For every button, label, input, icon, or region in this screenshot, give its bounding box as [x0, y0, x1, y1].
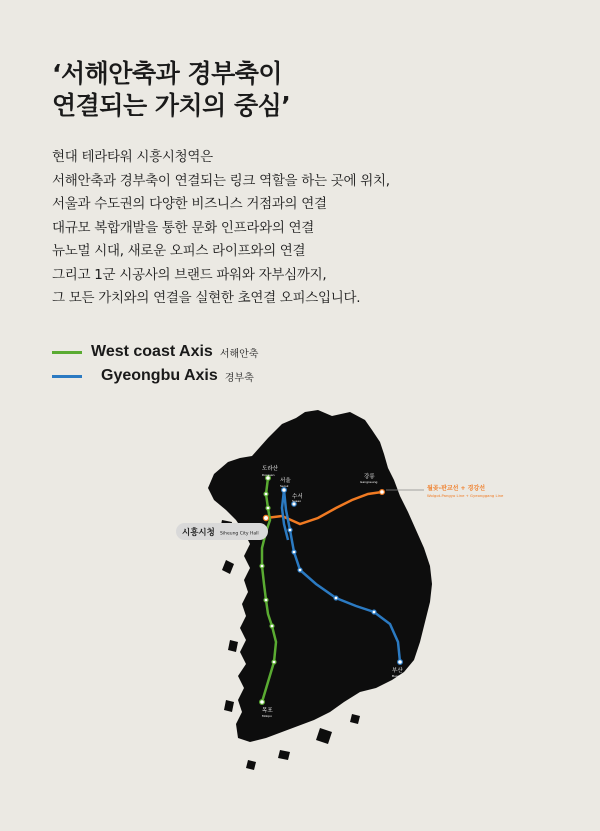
city-label-seoul: 서울: [280, 478, 291, 484]
headline-line-2: 연결되는 가치의 중심’: [52, 91, 291, 120]
station-dot: [288, 528, 292, 532]
city-label-en-mokpo: Mokpo: [262, 714, 272, 718]
island: [246, 760, 256, 770]
station-dot: [270, 624, 274, 628]
station-dot: [272, 660, 276, 664]
orange-line-label-ko: 월곶-판교선 + 경강선: [427, 485, 486, 492]
city-label-en-suseo: Suseo: [292, 499, 302, 503]
city-label-gangneung: 강릉: [364, 474, 375, 480]
body-line: 그 모든 가치와의 연결을 실현한 초연결 오피스입니다.: [52, 290, 361, 306]
station-dot: [334, 596, 338, 600]
island: [278, 750, 290, 760]
city-label-en-dorasan: Dorasan: [262, 473, 275, 477]
body-line: 대규모 복합개발을 통한 문화 인프라와의 연결: [52, 219, 315, 236]
city-label-en-busan: Busan: [392, 674, 402, 678]
legend-label-en: West coast Axis: [91, 343, 213, 360]
station-dot: [292, 550, 296, 554]
island: [222, 560, 234, 574]
body-line: 서울과 수도권의 다양한 비즈니스 거점과의 연결: [52, 196, 327, 212]
station-dot: [264, 598, 268, 602]
city-label-en-seoul: Seoul: [280, 484, 289, 488]
station-seoul: [282, 488, 287, 493]
station-dot: [260, 564, 264, 568]
station-dot: [298, 568, 302, 572]
station-siheung: [263, 515, 268, 520]
island: [224, 700, 234, 712]
legend-label-ko: 경부축: [224, 372, 254, 384]
city-label-en-gangneung: Gangneung: [360, 480, 378, 484]
body-line: 현대 테라타워 시흥시청역은: [52, 149, 213, 165]
legend-label-ko: 서해안축: [219, 348, 259, 360]
body-line: 서해안축과 경부축이 연결되는 링크 역할을 하는 곳에 위치,: [52, 172, 390, 189]
legend-label-en: Gyeongbu Axis: [101, 367, 218, 384]
station-dot: [372, 610, 376, 614]
station-dot: [264, 492, 268, 496]
island: [350, 714, 360, 724]
city-label-mokpo: 목포: [262, 708, 273, 714]
station-dot: [266, 506, 270, 510]
korea-landmass: [208, 410, 432, 742]
island: [228, 640, 238, 652]
station-gangneung: [380, 490, 385, 495]
island: [316, 728, 332, 744]
orange-line-label-en: Wolgot-Pangyo Line + Gyeonggang Line: [427, 493, 504, 498]
body-line: 뉴노멀 시대, 새로운 오피스 라이프와의 연결: [52, 243, 306, 259]
station-mokpo: [260, 700, 265, 705]
headline-line-1: ‘서해안축과 경부축이: [52, 59, 283, 88]
city-label-suseo: 수서: [292, 494, 303, 500]
body-line: 그리고 1군 시공사의 브랜드 파워와 자부심까지,: [52, 266, 327, 283]
siheung-label-ko: 시흥시청: [182, 528, 215, 538]
station-busan: [398, 660, 403, 665]
city-label-dorasan: 도라산: [262, 466, 278, 472]
city-label-busan: 부산: [392, 668, 403, 674]
siheung-label-en: Siheung City Hall: [220, 531, 259, 537]
